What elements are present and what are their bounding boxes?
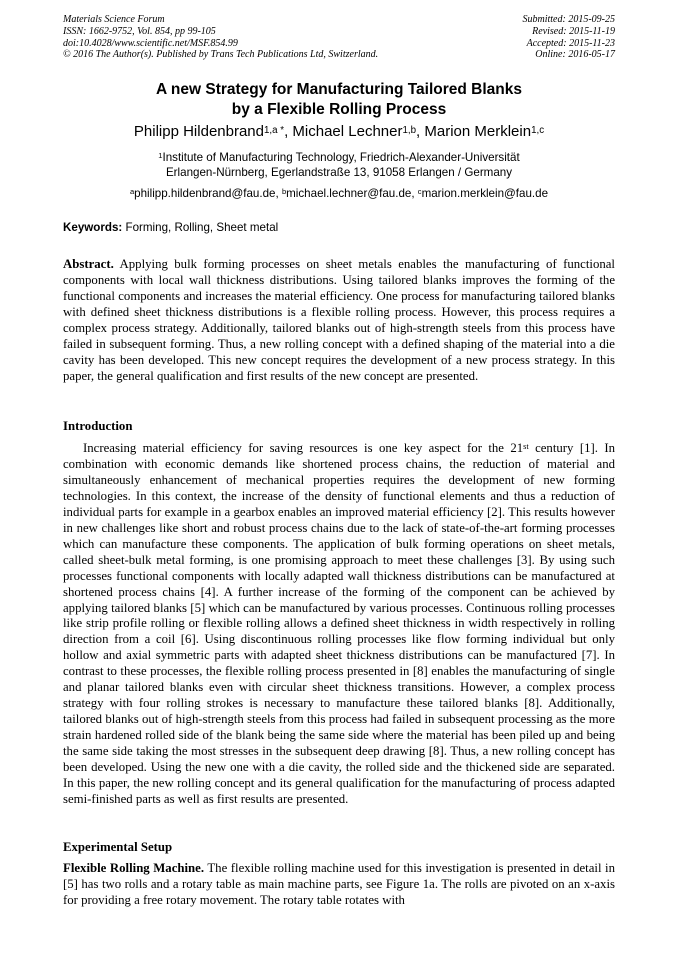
author-sep-2: , (416, 123, 425, 140)
intro-text-rest: century [1]. In combination with economic demands like shortened process chains, the reduction of material and simultaneously enhancement of mechanical properties requires the development of new forming technologies. In this context, the increase of the density of functional elements and thus a reduction of individual parts for example in a gearbox enables an improved material efficiency [2]. This results however in new challenges like short and robust process chains due to the lack of state-of-the-art forming processes which can manufacture these components. The application of bulk forming operations on sheet metals, called sheet-bulk metal forming, is one promising approach to meet these challenges [3]. By using such processes functional components with locally adapted wall thickness distributions can be manufactured at shortened process chains [4]. A further increase of the forming of the component can be achieved by applying tailored blanks [5] which can be manufactured by various processes. Continuous rolling processes like strip profile rolling or flexible rolling allows a defined sheet thickness in width respectively in rolling direction from a coil [6]. Using discontinuous rolling processes like flow forming individual but only hollow and axial symmetric parts with adapted sheet thickness distributions can be manufactured [7]. In contrast to these processes, the flexible rolling process presented in [8] enables the manufacturing of single and planar tailored blanks even with circular sheet thickness transitions. However, a complex process strategy with four rolling strokes is necessary to manufacture these tailored blanks [8]. Additionally, tailored blanks out of high-strength steels from this process had failed in subsequent processing as the more strain hardened rolled side of the blank being the same side where the material has been piled up and being the same side taking the most stresses in the subsequent deep drawing [8]. Thus, a new rolling concept has been developed. Using the new one with a die cavity, the rolled side and the thickened side are separated. In this paper, the new rolling concept and its general qualification for the manufacturing of process adapted semi-finished parts as well as first results are presented. (63, 441, 615, 806)
abstract-text: Applying bulk forming processes on sheet metals enables the manufacturing of functional components with local wall thickness distributions. Using tailored blanks improves the forming of the functional components and increases the material efficiency. One process for manufacturing tailored blanks with defined sheet thickness distributions is a flexible rolling process. However, this process requires a complex process strategy. Additionally, tailored blanks out of high-strength steels from this process have failed in subsequent forming. Thus, a new rolling concept with a defined shaping of the material into a die cavity has been developed. This new concept requires the development of a new process strategy. In this paper, the general qualification and first results of the new concept are presented. (63, 257, 615, 383)
keywords (63, 220, 615, 235)
email-a: philipp.hildenbrand@fau.de, (134, 187, 282, 200)
author-2-sup: 1,b (402, 124, 417, 136)
submitted-date: Submitted: 2015-09-25 (522, 14, 615, 25)
author-1-sup: 1,a * (264, 124, 285, 136)
affiliation-text-1: Institute of Manufacturing Technology, Friedrich-Alexander-Universität (162, 151, 520, 164)
title-line-1: A new Strategy for Manufacturing Tailored Blanks (155, 81, 523, 98)
copyright-line: © 2016 The Author(s). Published by Trans Tech Publications Ltd, Switzerland. (63, 49, 379, 61)
author-1-name: Philipp Hildenbrand (133, 123, 264, 140)
email-c: marion.merklein@fau.de (421, 187, 549, 200)
author-3-name: Marion Merklein (424, 123, 532, 140)
accepted-date: Accepted: 2015-11-23 (526, 37, 615, 49)
experimental-paragraph (63, 861, 615, 909)
title-line-2: by a Flexible Rolling Process (231, 101, 447, 118)
intro-sup: st (523, 442, 529, 452)
keywords-text: Forming, Rolling, Sheet metal (122, 221, 279, 234)
introduction-paragraph (63, 441, 615, 808)
email-c-sup: c (417, 187, 422, 197)
issn-line: ISSN: 1662-9752, Vol. 854, pp 99-105 (63, 25, 216, 37)
experimental-heading: Experimental Setup (63, 840, 173, 854)
journal-name: Materials Science Forum (63, 14, 165, 25)
abstract-label: Abstract. (63, 257, 114, 271)
author-sep-1: , (284, 123, 293, 140)
intro-text-start: Increasing material efficiency for saving resources is one key aspect for the 21 (83, 441, 524, 455)
keywords-label: Keywords: (63, 221, 123, 234)
email-b-sup: b (281, 187, 287, 197)
affiliation-line-2: Erlangen-Nürnberg, Egerlandstraße 13, 91058 Erlangen / Germany (165, 166, 513, 179)
email-b: michael.lechner@fau.de, (286, 187, 418, 200)
author-2-name: Michael Lechner (292, 123, 403, 140)
author-emails (0, 186, 678, 201)
paper-title (0, 80, 678, 120)
experimental-text: The flexible rolling machine used for this investigation is presented in detail in [5] has two rolls and a rotary table as main machine parts, see Figure 1a. The rolls are pivoted on an x-axis for providing a free rotary movement. The rotary table rotates with (63, 861, 615, 907)
affiliation-sup: 1 (158, 151, 163, 161)
experimental-sub-label: Flexible Rolling Machine. (63, 861, 205, 875)
author-3-sup: 1,c (531, 124, 545, 136)
author-list (0, 123, 678, 141)
introduction-heading: Introduction (63, 419, 133, 433)
email-a-sup: a (129, 187, 135, 197)
affiliation-line-1 (0, 150, 678, 165)
journal-header-right (523, 14, 616, 61)
revised-date: Revised: 2015-11-19 (532, 25, 615, 37)
journal-header-left (63, 14, 378, 61)
doi-line: doi:10.4028/www.scientific.net/MSF.854.99 (63, 37, 238, 49)
online-date: Online: 2016-05-17 (535, 49, 615, 61)
abstract (63, 257, 615, 385)
affiliation (0, 150, 678, 180)
